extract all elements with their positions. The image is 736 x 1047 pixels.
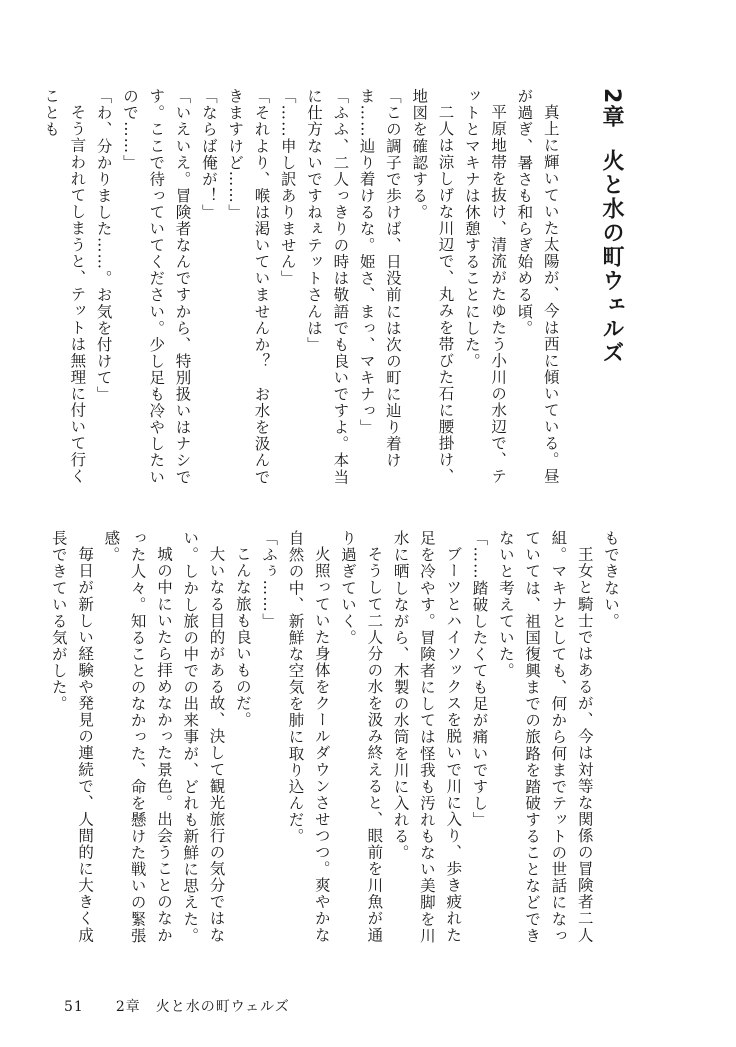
paragraph: 二人は涼しげな川辺で、丸みを帯びた石に腰掛け、地図を確認する。 <box>410 88 455 485</box>
dialogue-line: 「いえいえ。冒険者なんですから、特別扱いはナシです。ここで待っていてください。少し足も冷やしたいので……」 <box>120 88 192 486</box>
dialogue-line: 「わ、分かりました……。お気を付けて」 <box>94 88 113 403</box>
page-number: 51 <box>64 999 84 1015</box>
running-title: 2章 火と水の町ウェルズ <box>115 999 290 1015</box>
paragraph: 真上に輝いていた太陽が、今は西に傾いている。昼が過ぎ、暑さも和らぎ始める頃。 <box>515 88 560 485</box>
paragraph: 平原地帯を抜け、清流がたゆたう小川の水辺で、テットとマキナは休憩することにした。 <box>462 88 508 485</box>
paragraph: こんな旅も良いものだ。 <box>233 545 252 728</box>
paragraph-continuation: もできない。 <box>602 530 620 630</box>
page-footer <box>64 996 290 1016</box>
dialogue-line: 「それより、喉は渇いていませんか？ お水を汲んできますけど……」 <box>226 88 271 486</box>
chapter-number: 2章 <box>599 88 624 130</box>
dialogue-line: 「ふふ、二人っきりの時は敬語でも良いですよ。本当に仕方ないですねぇテットさんは」 <box>305 88 350 486</box>
dialogue-line: 「この調子で歩けば、日没前には次の町に辿り着けま……辿り着けるな。姫さ、まっ、マキナっ」 <box>357 88 402 469</box>
chapter-heading <box>598 88 624 498</box>
dialogue-line: 「……申し訳ありません」 <box>278 88 297 287</box>
upper-text-column <box>42 88 624 498</box>
paragraph: 毎日が新しい経験や発見の連続で、人間的に大きく成長できている気がした。 <box>49 530 95 943</box>
dialogue-line: 「ならば俺が！」 <box>199 88 218 221</box>
paragraph: ブーツとハイソックスを脱いで川に入り、歩き疲れた足を冷やす。冒険者にしては怪我も汚れもない美脚を川水に晒しながら、木製の水筒を川に入れる。 <box>391 530 463 944</box>
paragraph: 城の中にいたら拝めなかった景色。出会うことのなかった人々。知ることのなかった、命を懸けた戦いの緊張感。 <box>102 530 173 944</box>
dialogue-line: 「……踏破したくても足が痛いですし」 <box>470 530 489 828</box>
paragraph: そうして二人分の水を汲み終えると、眼前を川魚が通り過ぎていく。 <box>339 530 384 943</box>
chapter-title: 火と水の町ウェルズ <box>599 149 624 366</box>
paragraph: 火照っていた身体をクールダウンさせつつ。爽やかな自然の中、新鮮な空気を肺に取り込んだ。 <box>286 530 331 943</box>
lower-text-column <box>49 530 624 950</box>
dialogue-line: 「ふぅ……」 <box>260 530 279 630</box>
paragraph: 王女と騎士ではあるが、今は対等な関係の冒険者二人組。マキナとしても、何から何までテットの世話になっていては、祖国復興までの旅路を踏破することなどできないと考えていた。 <box>496 530 594 944</box>
paragraph: そう言われてしまうと、テットは無理に付いて行くことも <box>42 88 87 485</box>
paragraph: 大いなる目的がある故、決して観光旅行の気分ではない。しかし旅の中での出来事が、どれも新鮮に思えた。 <box>181 530 226 944</box>
